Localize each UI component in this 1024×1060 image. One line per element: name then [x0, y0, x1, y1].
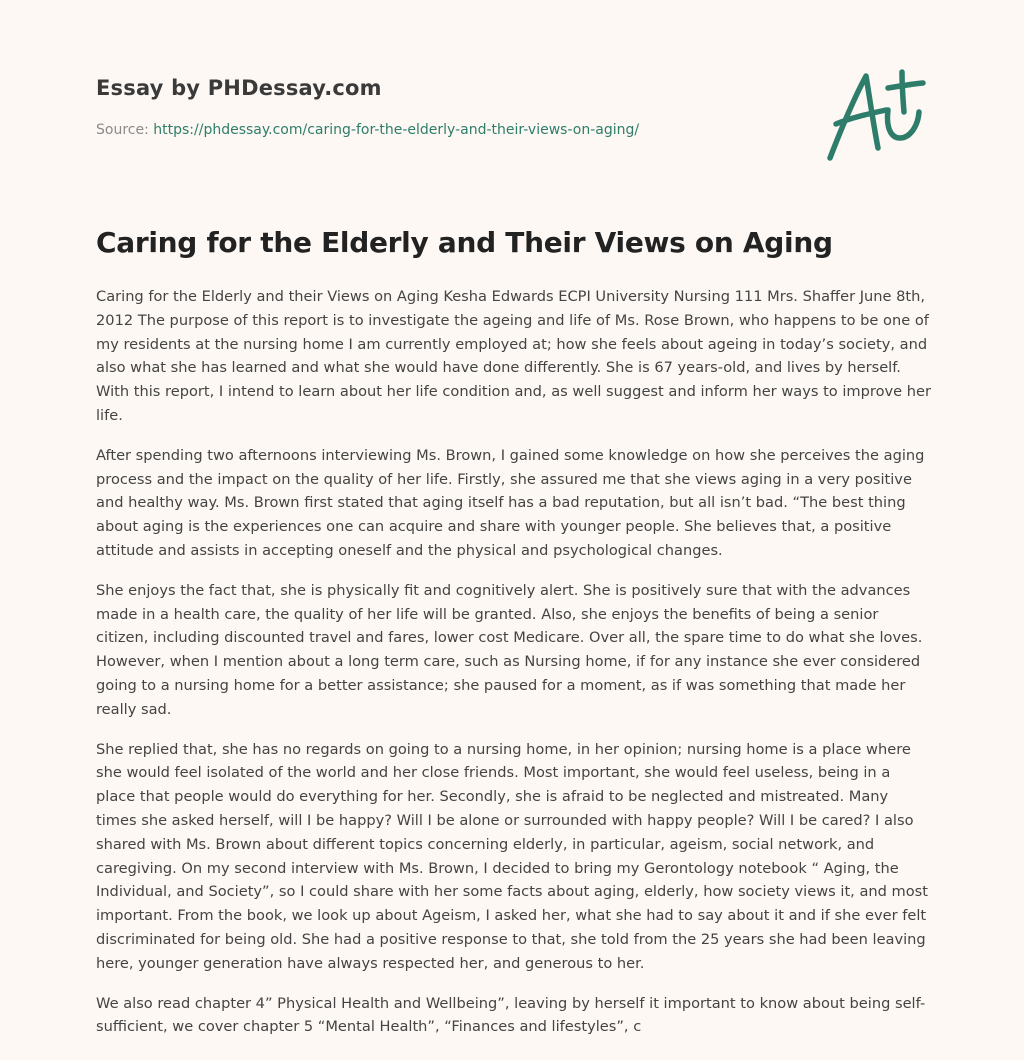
essay-title: Caring for the Elderly and Their Views on Aging [96, 226, 833, 259]
plus-vertical-stroke [902, 72, 904, 112]
a-plus-logo-svg [822, 66, 932, 166]
essay-paragraph: After spending two afternoons interviewing Ms. Brown, I gained some knowledge on how she perceives the aging process and the impact on the quality of her life. Firstly, she assured me that she views aging in a very positive and healthy way. Ms. Brown first stated that aging itself has a bad reputation, but all isn’t bad. “The best thing about aging is the experiences one can acquire and share with younger people. She believes that, a positive attitude and assists in accepting oneself and the physical and psychological changes. [96, 446, 925, 559]
essay-paragraph: She enjoys the fact that, she is physically fit and cognitively alert. She is positively sure that with the advances made in a health care, the quality of her life will be granted. Also, she enjoys the benefits of being a senior citizen, including discounted travel and fares, lower cost Medicare. Over all, the spare time to do what she loves. However, when I mention about a long term care, such as Nursing home, if for any instance she ever considered going to a nursing home for a better assistance; she paused for a moment, as if was something that made her really sad. [96, 581, 923, 718]
essay-paragraph: Caring for the Elderly and their Views on Aging Kesha Edwards ECPI University Nursing 111 Mrs. Shaffer June 8th, 2012 The purpose of this report is to investigate the ageing and life of Ms. Rose Brown, who happens to be one of my residents at the nursing home I am currently employed at; how she feels about ageing in today’s society, and also what she has learned and what she would have done differently. She is 67 years-old, and lives by herself. With this report, I intend to learn about her life condition and, as well suggest and inform her ways to improve her life. [96, 288, 931, 424]
essay-paragraph: She replied that, she has no regards on going to a nursing home, in her opinion; nursing home is a place where she would feel isolated of the world and her close friends. Most important, she would feel useless, being in a place that people would do everything for her. Secondly, she is afraid to be neglected and mistreated. Many times she asked herself, will I be happy? Will I be alone or surrounded with happy people? Will I be cared? I also shared with Ms. Brown about different topics concerning elderly, in particular, ageism, social network, and caregiving. On my second interview with Ms. Brown, I decided to bring my Gerontology notebook “ Aging, the Individual, and Society”, so I could share with her some facts about aging, elderly, how society views it, and most important. From the book, we look up about Ageism, I asked her, what she had to say about it and if she ever felt discriminated for being old. She had a positive response to that, she told from the 25 years she had been leaving here, younger generation have always respected her, and generous to her. [96, 740, 929, 972]
source-link[interactable]: https://phdessay.com/caring-for-the-elderly-and-their-views-on-aging/ [153, 122, 640, 138]
plus-horizontal-stroke [888, 83, 923, 88]
source-line [96, 122, 796, 138]
source-label: Source: [96, 122, 149, 138]
a-plus-logo-icon [822, 66, 932, 166]
essay-paragraph: We also read chapter 4” Physical Health and Wellbeing”, leaving by herself it important to know about being self-sufficient, we cover chapter 5 “Mental Health”, “Finances and lifestyles”, c [96, 994, 926, 1036]
essay-body [96, 226, 932, 1055]
essay-header [96, 76, 796, 138]
brand-title: Essay by PHDessay.com [96, 76, 382, 100]
a-crossbar-stroke [836, 110, 886, 124]
